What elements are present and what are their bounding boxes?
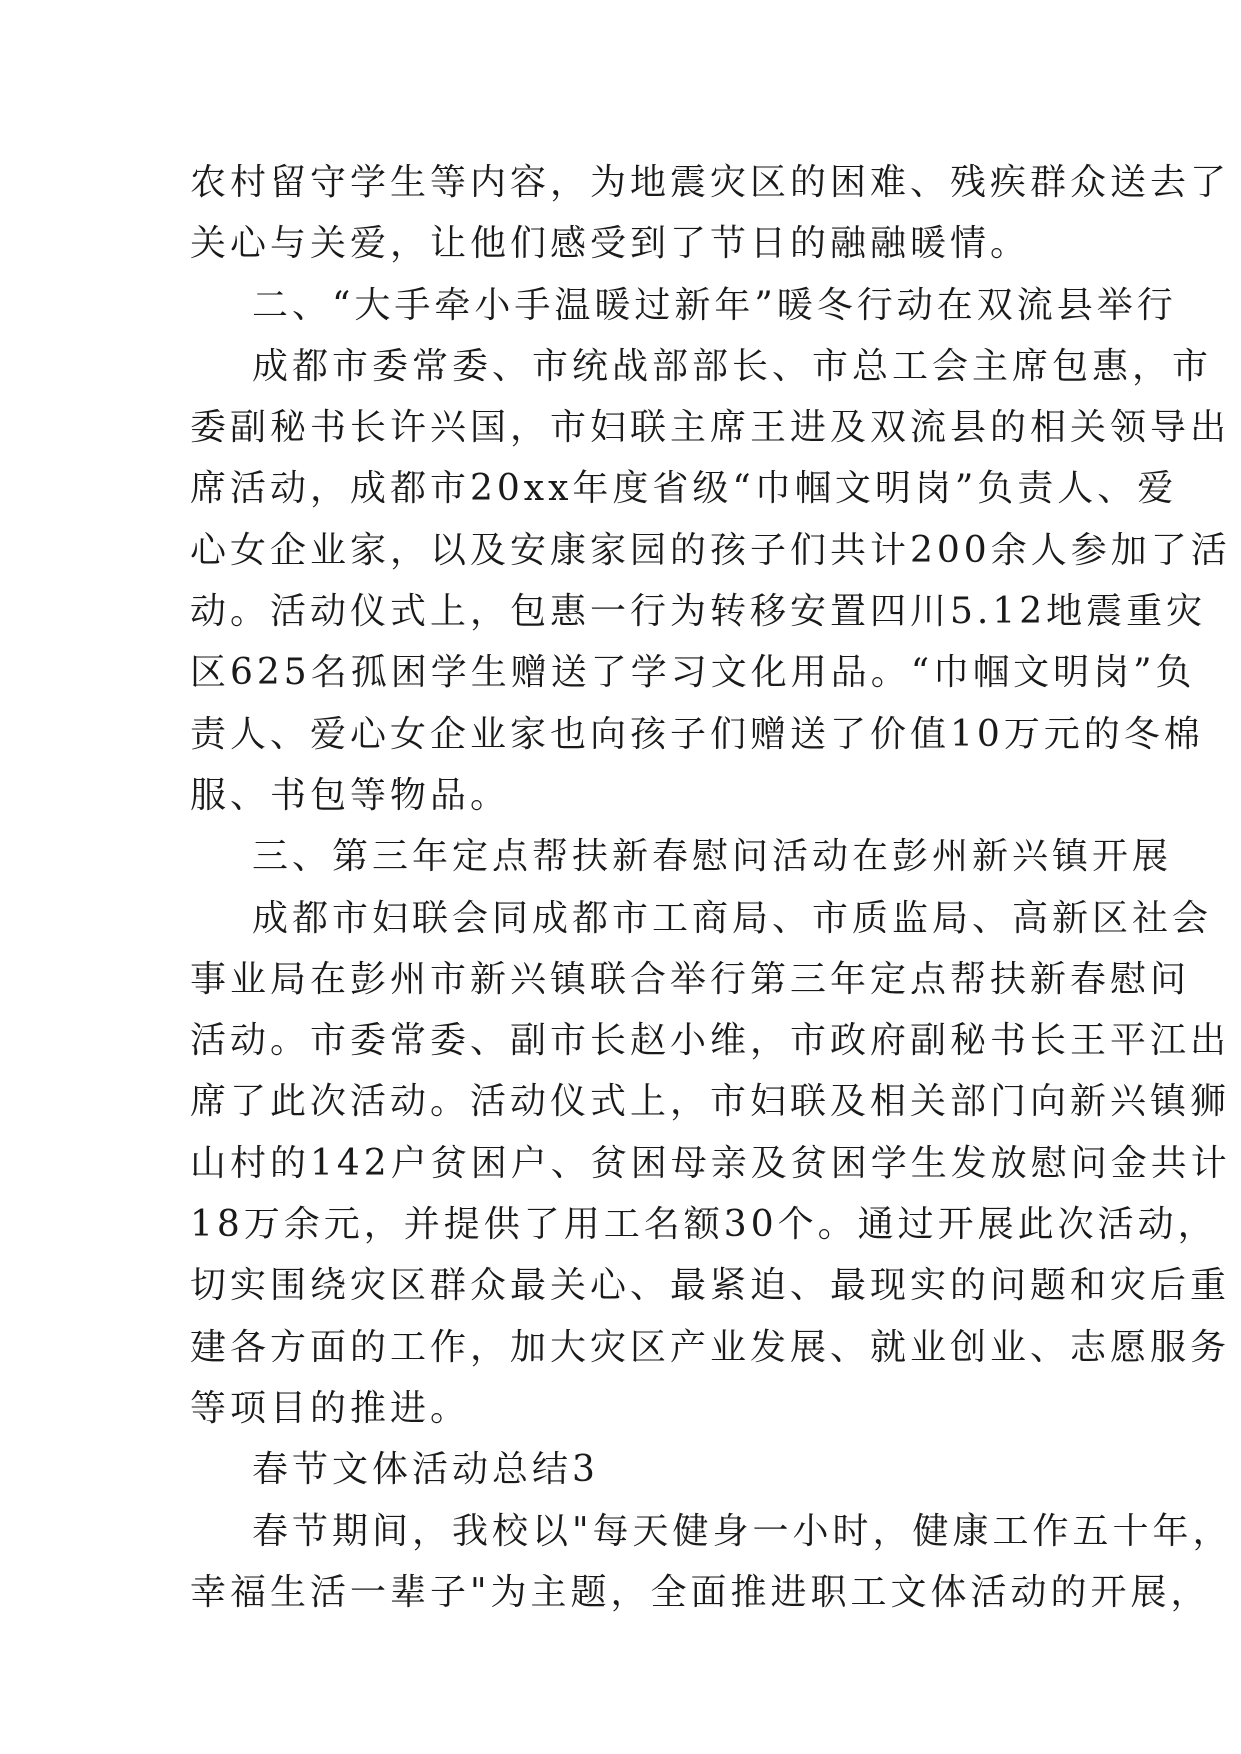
body-line: 幸福生活一辈子"为主题，全面推进职工文体活动的开展， bbox=[190, 1571, 1211, 1613]
body-line: 责人、爱心女企业家也向孩子们赠送了价值10万元的冬棉 bbox=[190, 713, 1204, 755]
body-line: 动。活动仪式上，包惠一行为转移安置四川5.12地震重灾 bbox=[190, 591, 1207, 633]
body-line: 心女企业家，以及安康家园的孩子们共计200余人参加了活 bbox=[190, 529, 1231, 571]
body-line: 服、书包等物品。 bbox=[190, 774, 511, 816]
body-line: 事业局在彭州市新兴镇联合举行第三年定点帮扶新春慰问 bbox=[190, 958, 1191, 1000]
body-line: 委副秘书长许兴国，市妇联主席王进及双流县的相关领导出 bbox=[190, 407, 1231, 449]
body-line: 成都市妇联会同成都市工商局、市质监局、高新区社会 bbox=[252, 897, 1213, 939]
body-line: 成都市委常委、市统战部部长、市总工会主席包惠，市 bbox=[252, 345, 1213, 387]
section-heading: 二、“大手牵小手温暖过新年”暖冬行动在双流县举行 bbox=[252, 284, 1177, 326]
body-line: 席了此次活动。活动仪式上，市妇联及相关部门向新兴镇狮 bbox=[190, 1081, 1231, 1123]
body-line: 18万余元，并提供了用工名额30个。通过开展此次活动， bbox=[190, 1204, 1218, 1246]
body-line: 农村留守学生等内容，为地震灾区的困难、残疾群众送去了 bbox=[190, 162, 1231, 203]
section-title: 春节文体活动总结3 bbox=[252, 1449, 599, 1491]
document-body bbox=[190, 152, 1233, 1623]
body-line: 春节期间，我校以"每天健身一小时，健康工作五十年， bbox=[252, 1510, 1233, 1552]
body-line: 等项目的推进。 bbox=[190, 1387, 471, 1429]
body-line: 关心与关爱，让他们感受到了节日的融融暖情。 bbox=[190, 223, 1031, 265]
body-line: 切实围绕灾区群众最关心、最紧迫、最现实的问题和灾后重 bbox=[190, 1265, 1231, 1307]
body-line: 建各方面的工作，加大灾区产业发展、就业创业、志愿服务 bbox=[190, 1326, 1231, 1368]
body-line: 区625名孤困学生赠送了学习文化用品。“巾帼文明岗”负 bbox=[190, 652, 1196, 694]
body-line: 席活动，成都市20xx年度省级“巾帼文明岗”负责人、爱 bbox=[190, 468, 1178, 510]
body-line: 山村的142户贫困户、贫困母亲及贫困学生发放慰问金共计 bbox=[190, 1142, 1231, 1184]
body-line: 活动。市委常委、副市长赵小维，市政府副秘书长王平江出 bbox=[190, 1020, 1231, 1062]
section-heading: 三、第三年定点帮扶新春慰问活动在彭州新兴镇开展 bbox=[252, 836, 1173, 878]
